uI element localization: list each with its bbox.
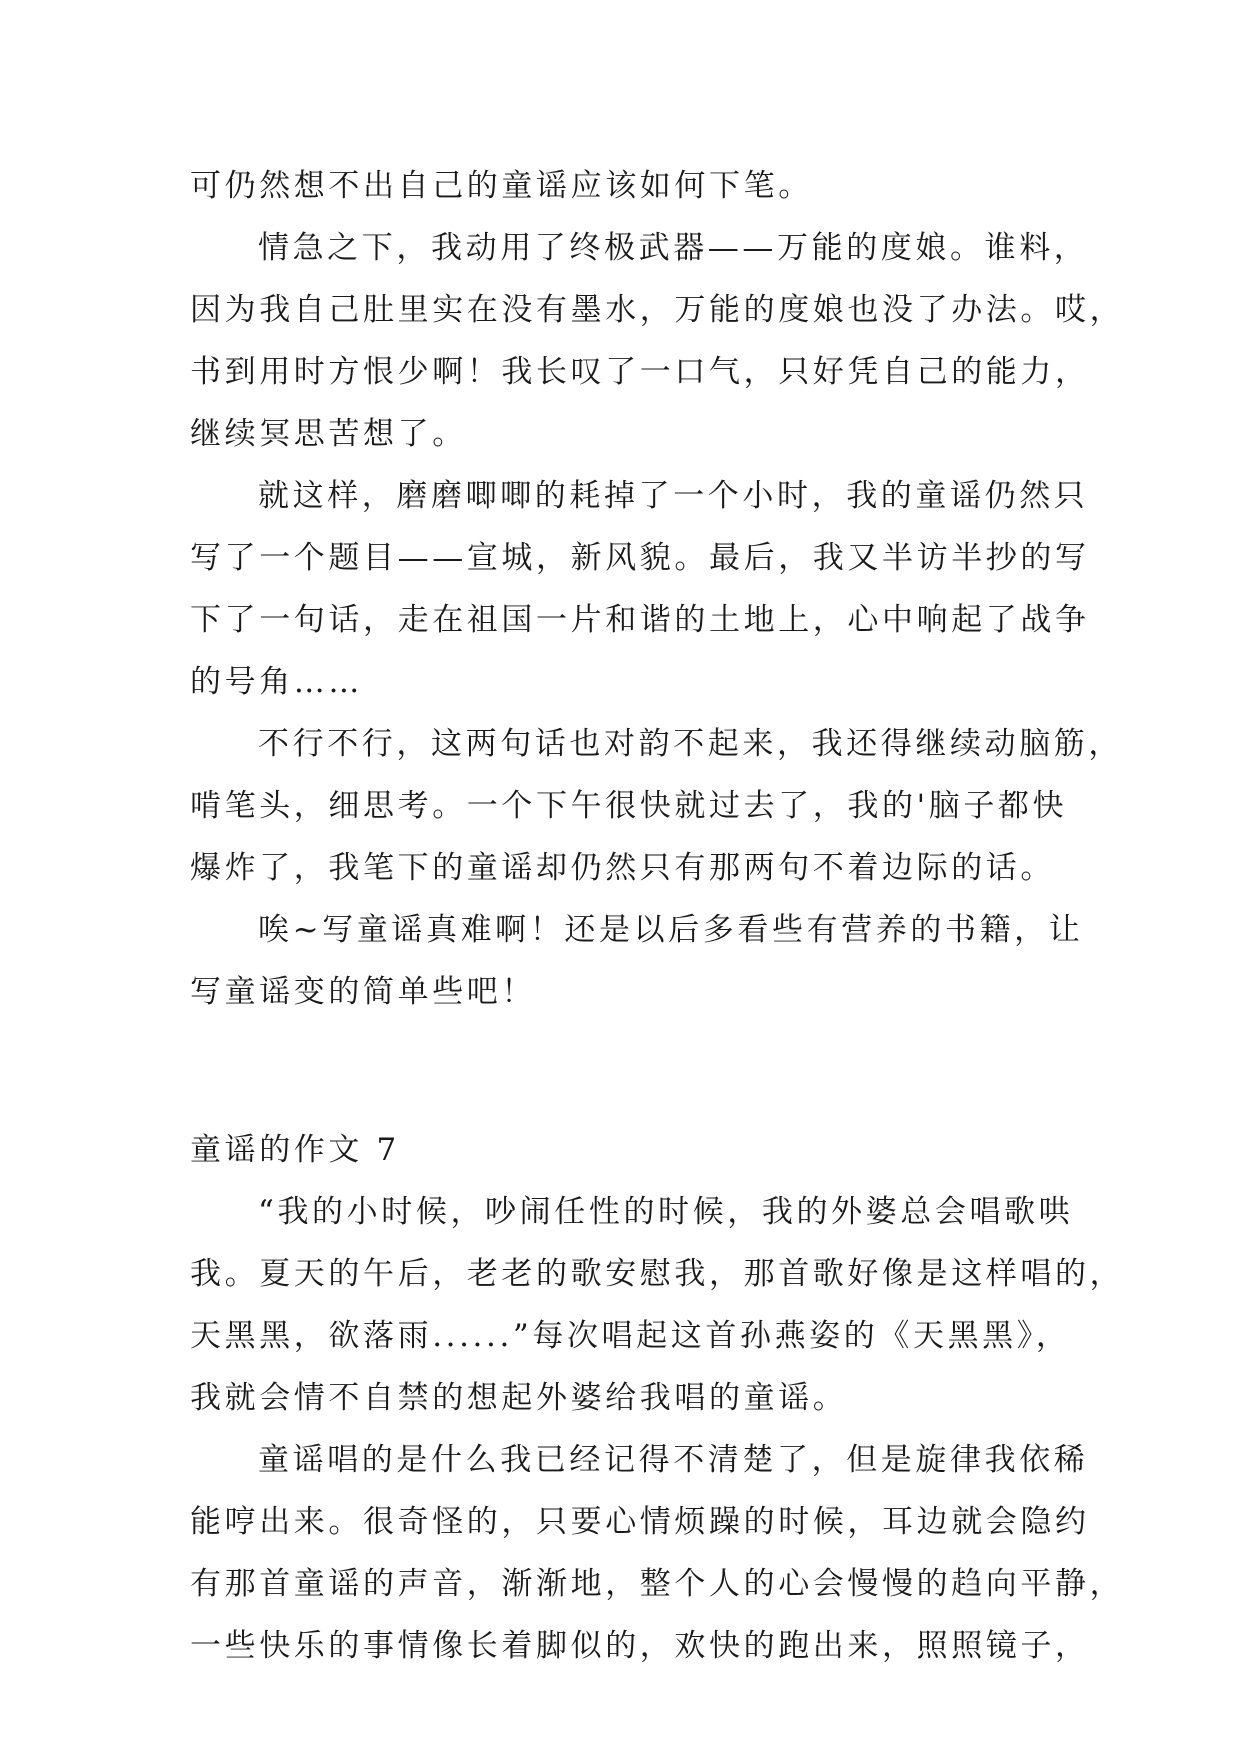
document-body [190,155,1125,1677]
text-line: 有那首童谣的声音，渐渐地，整个人的心会慢慢的趋向平静， [190,1566,1125,1602]
text-line: 啃笔头，细思考。一个下午很快就过去了，我的'脑子都快 [190,788,1068,824]
essay-7-body [190,1181,1125,1677]
text-line: 写童谣变的简单些吧！ [190,974,536,1010]
text-line: 一些快乐的事情像长着脚似的，欢快的跑出来，照照镜子， [190,1628,1090,1664]
section-title: 童谣的作文 7 [190,1132,400,1168]
text-line: 书到用时方恨少啊！我长叹了一口气，只好凭自己的能力， [190,354,1090,390]
text-line: 就这样，磨磨唧唧的耗掉了一个小时，我的童谣仍然只 [258,478,1089,514]
text-line: 我就会情不自禁的想起外婆给我唱的童谣。 [190,1380,848,1416]
text-line: 写了一个题目——宣城，新风貌。最后，我又半访半抄的写 [190,540,1090,576]
text-line: 能哼出来。很奇怪的，只要心情烦躁的时候，耳边就会隐约 [190,1504,1090,1540]
text-line: 可仍然想不出自己的童谣应该如何下笔。 [190,168,813,204]
text-line: 不行不行，这两句话也对韵不起来，我还得继续动脑筋， [258,726,1123,762]
text-line: 下了一句话，走在祖国一片和谐的土地上，心中响起了战争 [190,602,1090,638]
essay-continuation [190,155,1125,1023]
text-line: 情急之下，我动用了终极武器——万能的度娘。谁料， [258,230,1089,266]
text-line: 我。夏天的午后，老老的歌安慰我，那首歌好像是这样唱的， [190,1256,1125,1292]
text-line: 继续冥思苦想了。 [190,416,467,452]
text-line: 爆炸了，我笔下的童谣却仍然只有那两句不着边际的话。 [190,850,1055,886]
text-line: 唉~写童谣真难啊！还是以后多看些有营养的书籍，让 [258,912,1084,948]
text-line: 天黑黑，欲落雨......”每次唱起这首孙燕姿的《天黑黑》， [190,1318,1071,1354]
text-line: 因为我自己肚里实在没有墨水，万能的度娘也没了办法。哎， [190,292,1125,328]
text-line: “我的小时候，吵闹任性的时候，我的外婆总会唱歌哄 [258,1194,1074,1230]
text-line: 童谣唱的是什么我已经记得不清楚了，但是旋律我依稀 [258,1442,1089,1478]
text-line: 的号角…… [190,664,363,700]
section-spacer [190,1023,1070,1119]
